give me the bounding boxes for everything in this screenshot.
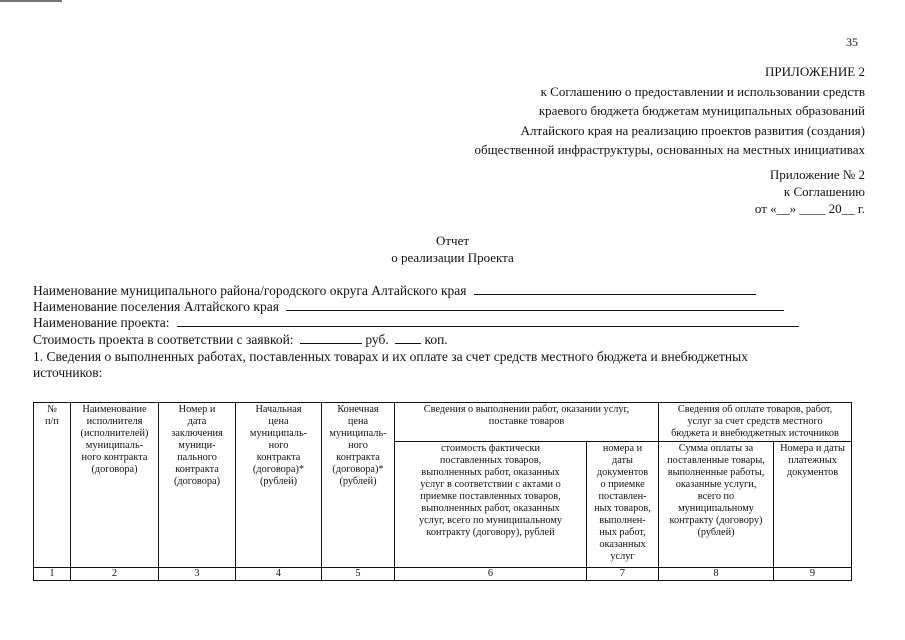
annex-header [755, 166, 865, 217]
report-table [33, 402, 852, 581]
header-text-line: муниципаль- [85, 440, 144, 451]
header-text-line: поставлен- [598, 491, 647, 502]
header-text-line: поставке товаров [488, 416, 565, 427]
header-text-line: оказанных [599, 539, 646, 550]
header-text-line: цена [268, 416, 289, 427]
header-text-line: ного [348, 440, 368, 451]
header-text-line: выполненных работ, оказанных [421, 503, 560, 514]
annex-line: Приложение № 2 [769, 167, 865, 182]
page-number: 35 [846, 35, 858, 49]
header-text-line: поставленные товары, [667, 455, 765, 466]
header-text-line: Номер и [178, 404, 216, 415]
header-text-line: контракта [336, 452, 380, 463]
col-header-actual-cost [395, 442, 587, 568]
group-header-payment [659, 403, 852, 442]
header-text-line: контракта [256, 452, 301, 463]
header-text-line: номера и [602, 443, 643, 454]
header-text-line: бюджета и внебюджетных источников [671, 428, 839, 439]
header-text-line: стоимость фактически [440, 443, 541, 454]
header-text-line: заключения [171, 428, 223, 439]
appendix-line: к Соглашению о предоставлении и использовании средств [540, 83, 865, 99]
column-number: 3 [159, 568, 236, 581]
col-header-payment-sum [659, 442, 774, 568]
district-field [33, 282, 756, 299]
header-text-line: оказанные услуги, [675, 479, 757, 490]
header-text-line: муниципальному [678, 503, 754, 514]
header-text-line: (договора)* [252, 464, 305, 475]
header-text-line: ных работ, [599, 527, 646, 538]
header-text-line: (рублей) [697, 527, 735, 538]
col-header-payment-docs [774, 442, 852, 568]
header-text-line: исполнителя [86, 416, 143, 427]
header-text-line: цена [347, 416, 369, 427]
header-text-line: контракту (договору) [669, 515, 763, 526]
header-text-line: услуг, всего по муниципальному [418, 515, 563, 526]
header-text-line: даты [612, 455, 633, 466]
header-text-line: услуг [610, 551, 635, 562]
header-text-line: Сведения о выполнении работ, оказании услуг, [423, 404, 630, 415]
project-label: Наименование проекта: [33, 315, 170, 330]
column-number: 9 [774, 568, 852, 581]
column-number: 7 [587, 568, 659, 581]
header-text-line: ного [268, 440, 289, 451]
cost-field [33, 331, 448, 348]
column-number: 5 [322, 568, 395, 581]
header-text-line: приемке поставленных товаров, [420, 491, 561, 502]
column-number: 1 [34, 568, 71, 581]
col-header-contract-number-date [159, 403, 236, 568]
header-text-line: Сведения об оплате товаров, работ, [677, 404, 833, 415]
group-header-work-execution [395, 403, 659, 442]
header-text-line: (договора) [173, 476, 221, 487]
appendix-title: ПРИЛОЖЕНИЕ 2 [765, 64, 865, 79]
top-left-scan-mark [0, 0, 62, 2]
header-text-line: муници- [178, 440, 216, 451]
column-number: 4 [236, 568, 322, 581]
header-text-line: (рублей) [339, 476, 377, 487]
header-text-line: услуг за счет средств местного [687, 416, 823, 427]
header-text-line: № [47, 404, 57, 415]
col-header-final-price [322, 403, 395, 568]
header-text-line: Сумма оплаты за [678, 443, 754, 454]
col-header-number [34, 403, 71, 568]
column-number: 2 [71, 568, 159, 581]
settlement-label: Наименование поселения Алтайского края [33, 299, 279, 314]
header-text-line: контракту (договору), рублей [426, 527, 555, 538]
header-text-line: платежных [788, 455, 837, 466]
header-text-line: Номера и даты [780, 443, 845, 454]
district-input-line[interactable] [474, 282, 756, 295]
settlement-field [33, 298, 784, 315]
header-text-line: муниципаль- [329, 428, 387, 439]
annex-line: к Соглашению [783, 184, 865, 199]
header-text-line: (договора)* [332, 464, 384, 475]
header-text-line: (договора) [91, 464, 138, 475]
header-text-line: всего по [697, 491, 735, 502]
header-text-line: ного контракта [81, 452, 148, 463]
header-text-line: выполненных работ, оказанных [421, 467, 560, 478]
annex-date-line: от «__» ____ 20__ г. [754, 201, 865, 216]
column-number: 6 [395, 568, 587, 581]
header-text-line: контракта [175, 464, 219, 475]
header-text-line: п/п [45, 416, 59, 427]
appendix-line: краевого бюджета бюджетам муниципальных образований [538, 103, 865, 118]
header-text-line: документов [596, 467, 649, 478]
project-input-line[interactable] [177, 314, 799, 327]
header-text-line: дата [187, 416, 207, 427]
cost-rub-input-line[interactable] [300, 331, 362, 344]
header-text-line: выполнен- [599, 515, 646, 526]
cost-label: Стоимость проекта в соответствии с заявкой: [33, 332, 294, 347]
cost-rub-label: руб. [365, 332, 389, 347]
header-text-line: услуг в соответствии с актами о [420, 479, 561, 490]
header-text-line: муниципаль- [249, 428, 308, 439]
project-field [33, 314, 799, 331]
column-number: 8 [659, 568, 774, 581]
header-text-line: Начальная [255, 404, 302, 415]
column-number-row [34, 568, 852, 581]
header-text-line: Наименование [82, 404, 147, 415]
appendix-header [474, 62, 865, 160]
cost-kop-input-line[interactable] [395, 331, 421, 344]
header-text-line: ных товаров, [594, 503, 651, 514]
header-text-line: Конечная [337, 404, 379, 415]
header-text-line: пального [177, 452, 217, 463]
header-text-line: (исполнителей) [80, 428, 149, 439]
header-text-line: поставленных товаров, [439, 455, 542, 466]
district-label: Наименование муниципального района/городского округа Алтайского края [33, 283, 467, 298]
cost-kop-label: коп. [424, 332, 448, 347]
appendix-line: общественной инфраструктуры, основанных на местных инициативах [474, 142, 865, 157]
header-text-line: о приемке [600, 479, 645, 490]
header-text-line: документов [786, 467, 839, 478]
header-text-line: выполненные работы, [667, 467, 765, 478]
col-header-contractor [71, 403, 159, 568]
section1-heading-line2: источников: [33, 365, 103, 380]
col-header-initial-price [236, 403, 322, 568]
appendix-line: Алтайского края на реализацию проектов развития (создания) [520, 122, 865, 138]
col-header-acceptance-docs [587, 442, 659, 568]
report-subtitle: о реализации Проекта [391, 250, 514, 265]
header-text-line: (рублей) [259, 476, 298, 487]
settlement-input-line[interactable] [286, 298, 784, 311]
report-title: Отчет [435, 233, 470, 248]
section1-heading-line1: 1. Сведения о выполненных работах, поставленных товарах и их оплате за счет средств местного бюджета и внебюджетных [33, 349, 748, 364]
